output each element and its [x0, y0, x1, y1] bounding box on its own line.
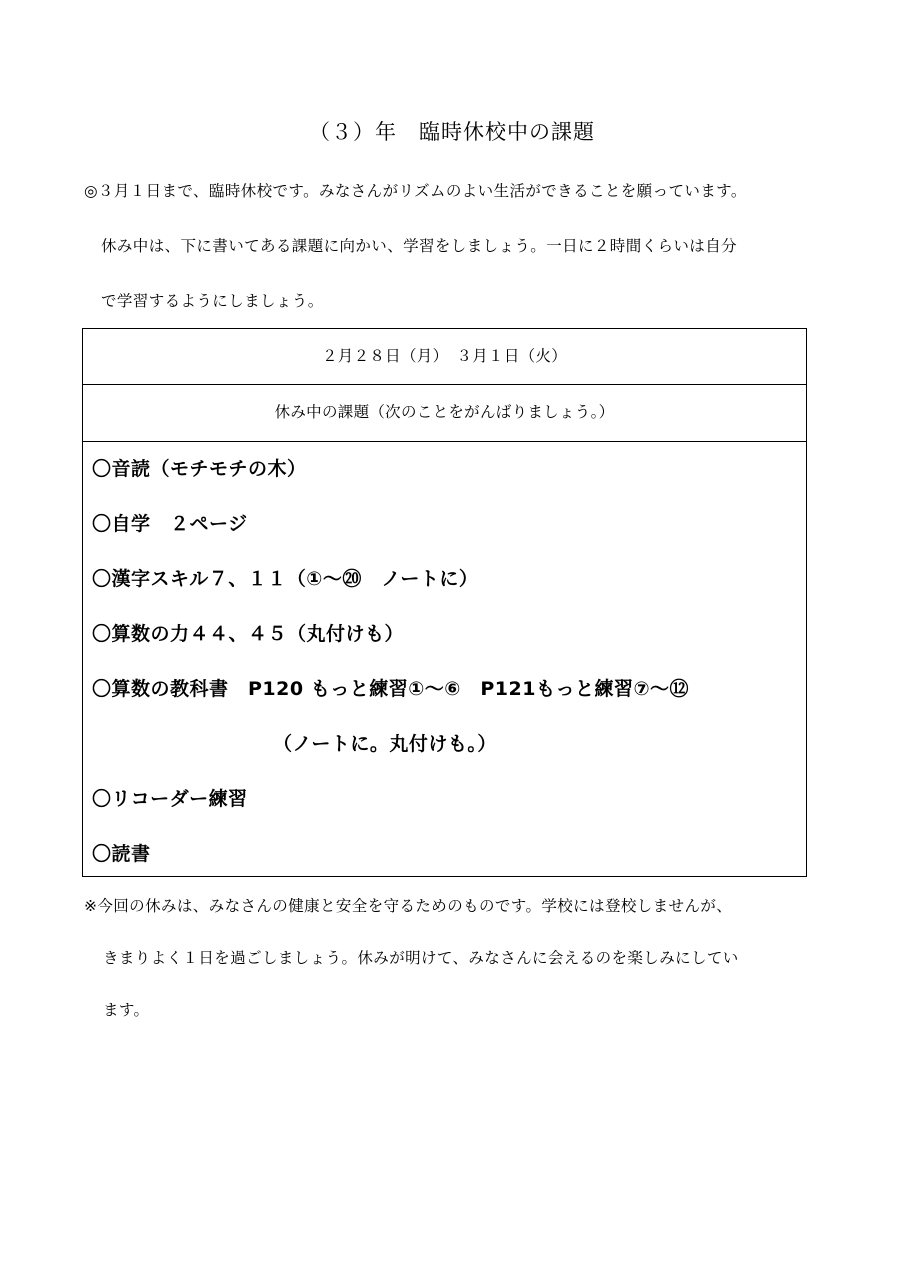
task-heading-row: 休み中の課題（次のことをがんばりましょう。）: [83, 385, 806, 442]
closing-note: [84, 893, 844, 1049]
task-item-recorder: 〇リコーダー練習: [92, 788, 248, 810]
intro-line-1: ◎３月１日まで、臨時休校です。みなさんがリズムのよい生活ができることを願っています。: [84, 182, 747, 200]
task-item-sansu-textbook: 〇算数の教科書 P120 もっと練習①～⑥ P121もっと練習⑦～⑫: [92, 678, 690, 700]
task-item-kanji: 〇漢字スキル７、１１（①～⑳ ノートに）: [92, 568, 479, 590]
page-title: （３）年 臨時休校中の課題: [309, 120, 595, 144]
task-item-ondoku: 〇音読（モチモチの木）: [92, 458, 307, 480]
task-item-dokusho: 〇読書: [92, 843, 151, 865]
intro-line-2: 休み中は、下に書いてある課題に向かい、学習をしましょう。一日に２時間くらいは自分: [101, 237, 738, 255]
task-item-sansu-chikara: 〇算数の力４４、４５（丸付けも）: [92, 623, 405, 645]
task-item-jigaku: 〇自学 ２ページ: [92, 513, 248, 535]
note-line-2: きまりよく１日を過ごしましょう。休みが明けて、みなさんに会えるのを楽しみにしてい: [103, 949, 739, 967]
intro-paragraph: [84, 178, 844, 343]
task-table: [82, 328, 807, 877]
intro-line-3: で学習するようにしましょう。: [101, 292, 324, 310]
note-line-3: ます。: [103, 1001, 150, 1019]
task-item-sansu-note: （ノートに。丸付けも。）: [273, 733, 497, 755]
note-line-1: ※今回の休みは、みなさんの健康と安全を守るためのものです。学校には登校しませんが、: [84, 897, 733, 915]
date-range-row: ２月２８日（月） ３月１日（火）: [83, 329, 806, 385]
